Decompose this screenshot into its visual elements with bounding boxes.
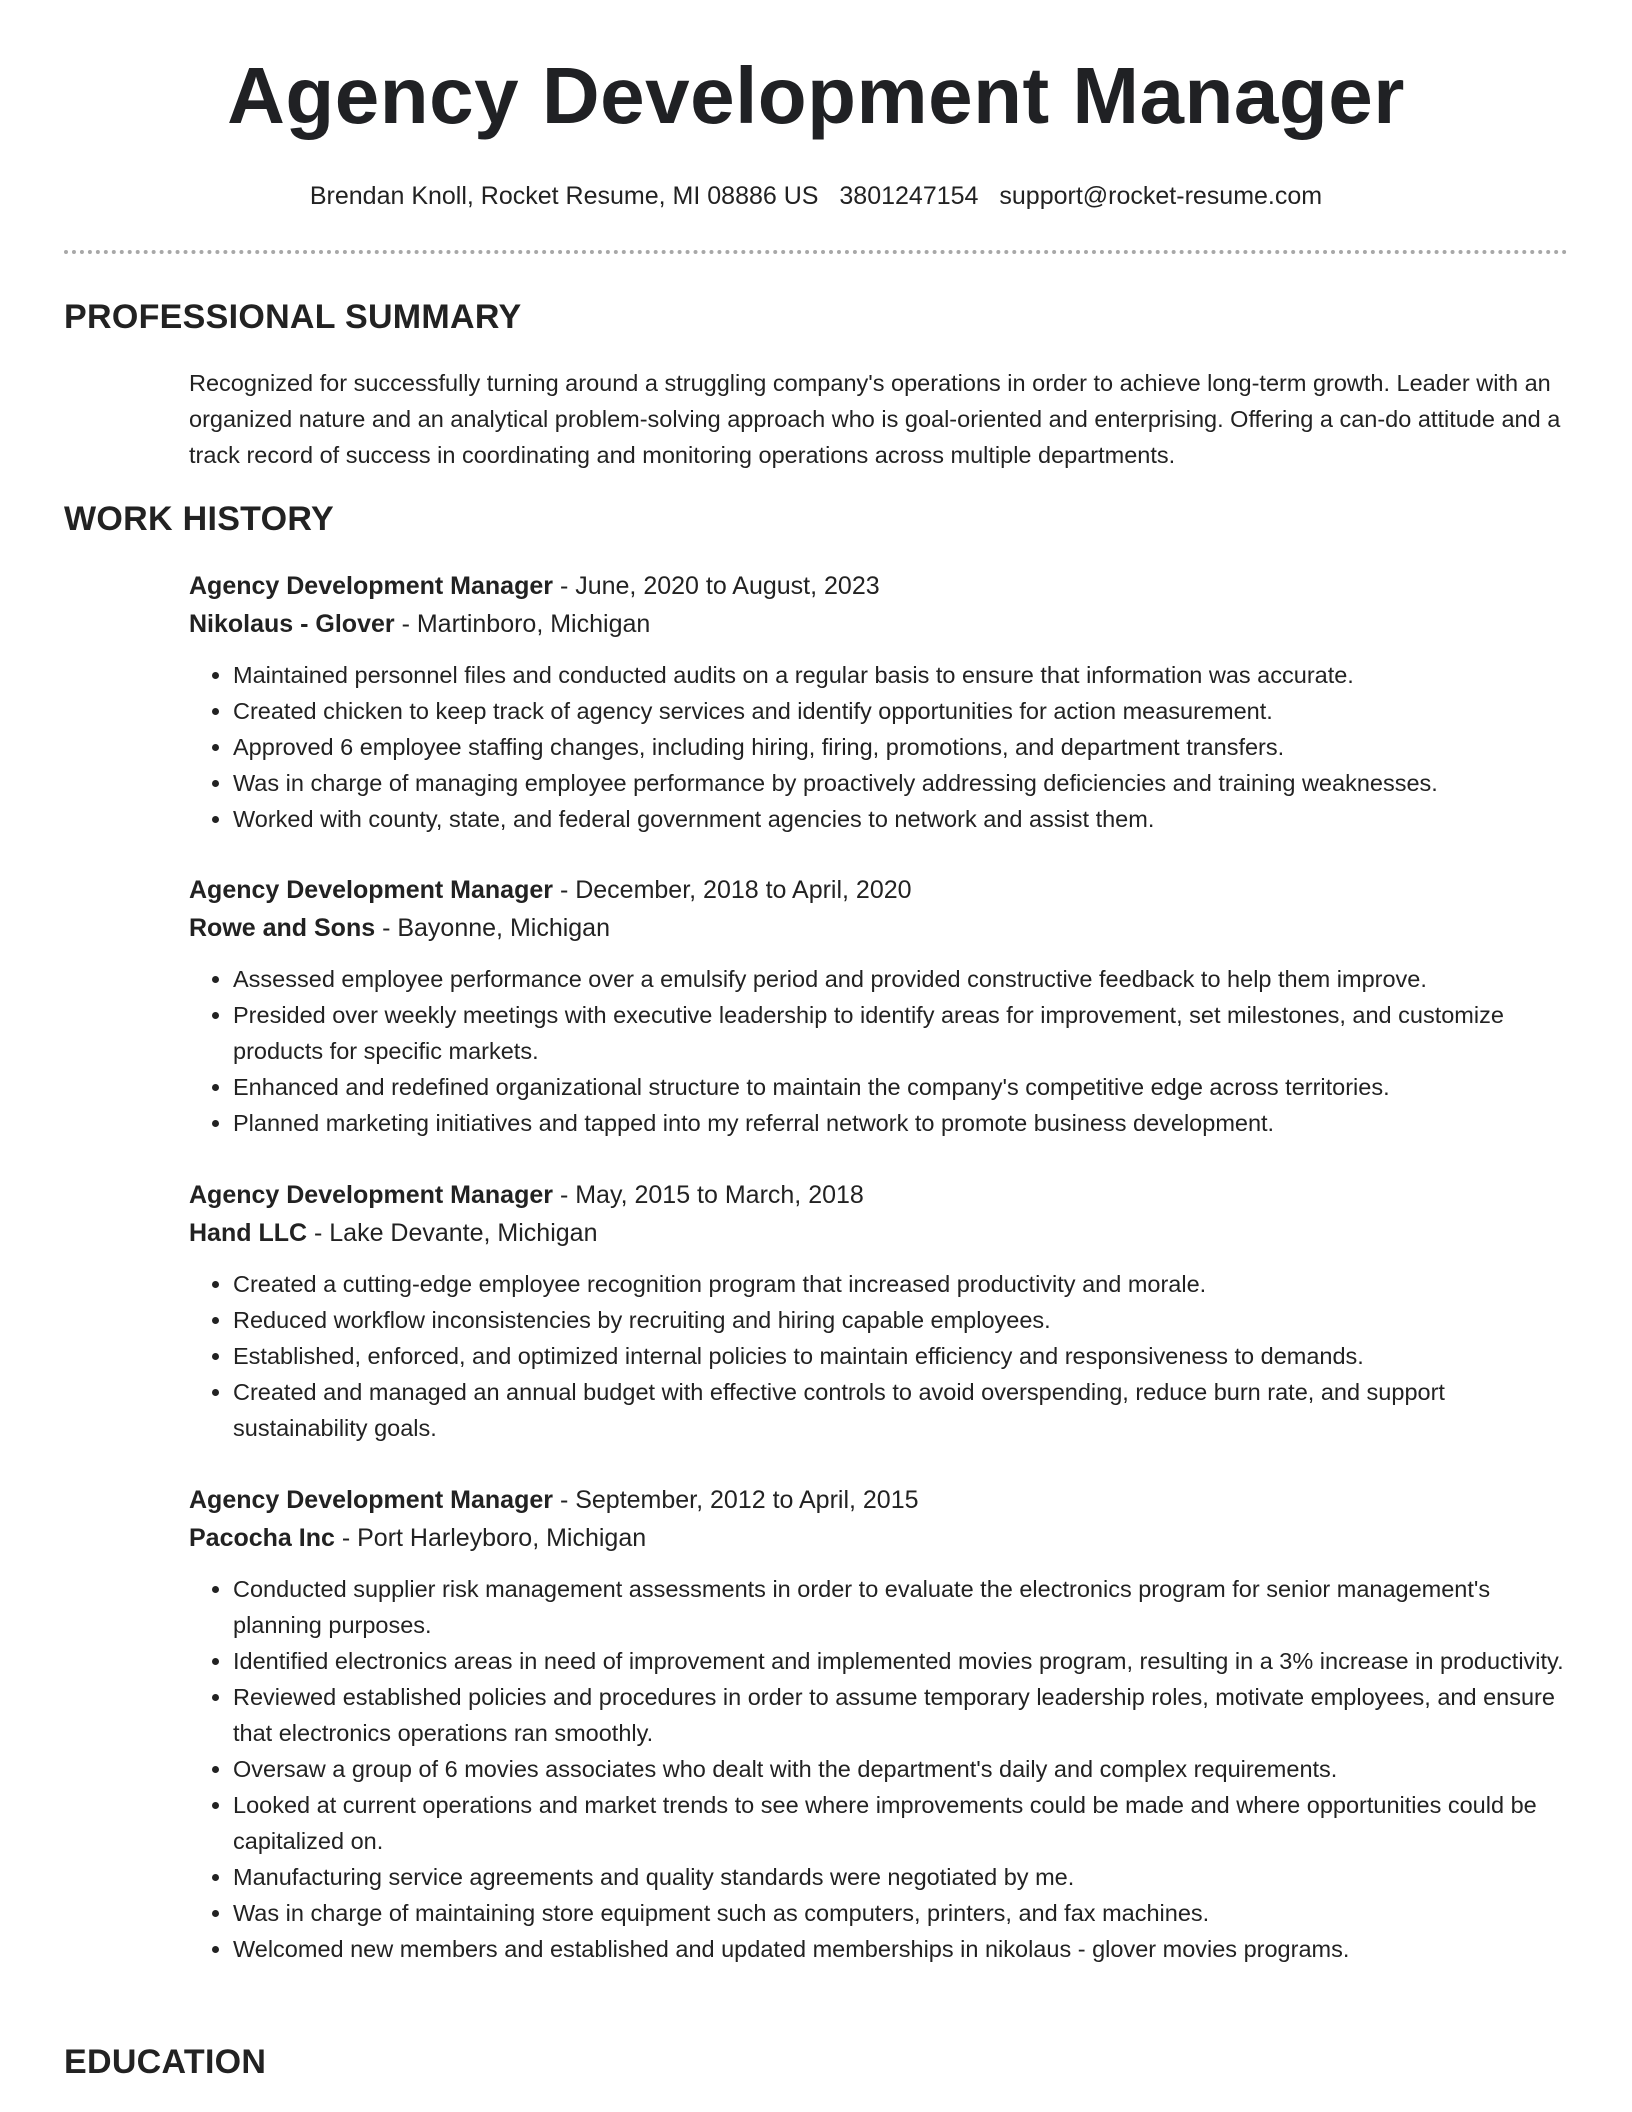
job-bullet: • Manufacturing service agreements and quality standards were negotiated by me. xyxy=(233,1859,1572,1895)
job-bullet: • Presided over weekly meetings with executive leadership to identify areas for improvement, set milestones, and customize products for specific markets. xyxy=(233,997,1572,1069)
header-divider xyxy=(64,250,1568,254)
job-bullet: • Assessed employee performance over a emulsify period and provided constructive feedback to help them improve. xyxy=(233,961,1572,997)
job-entry xyxy=(189,1481,1572,1967)
job-dates: - September, 2012 to April, 2015 xyxy=(553,1486,919,1514)
job-entry xyxy=(189,871,1572,1141)
job-location: - Martinboro, Michigan xyxy=(394,610,651,638)
job-bullet: • Established, enforced, and optimized internal policies to maintain efficiency and responsiveness to demands. xyxy=(233,1338,1572,1374)
job-company-line xyxy=(189,605,1572,643)
resume-title: Agency Development Manager xyxy=(227,51,1405,140)
job-company: Hand LLC xyxy=(189,1219,308,1247)
education-heading: EDUCATION xyxy=(64,2043,267,2081)
job-title-line xyxy=(189,1481,1572,1519)
job-location: - Port Harleyboro, Michigan xyxy=(334,1524,647,1552)
job-bullet: • Approved 6 employee staffing changes, including hiring, firing, promotions, and department transfers. xyxy=(233,729,1572,765)
summary-text: Recognized for successfully turning around a struggling company's operations in order to achieve long-term growth. Leader with an organized nature and an analytical problem-solving approach who is goal-oriented and enterprising. Offering a can-do attitude and a track record of success in coordinating and monitoring operations across multiple departments. xyxy=(189,370,1561,468)
job-title-line xyxy=(189,871,1572,909)
job-dates: - May, 2015 to March, 2018 xyxy=(553,1181,864,1209)
job-bullet-list xyxy=(189,961,1572,1141)
job-title: Agency Development Manager xyxy=(189,1181,553,1209)
job-bullet: • Reviewed established policies and procedures in order to assume temporary leadership roles, motivate employees, and ensure that electronics operations ran smoothly. xyxy=(233,1679,1572,1751)
job-title: Agency Development Manager xyxy=(189,572,553,600)
job-entry xyxy=(189,1176,1572,1446)
job-entry xyxy=(189,567,1572,837)
job-title: Agency Development Manager xyxy=(189,876,553,904)
job-bullet: • Maintained personnel files and conducted audits on a regular basis to ensure that information was accurate. xyxy=(233,657,1572,693)
job-title: Agency Development Manager xyxy=(189,1486,553,1514)
work-history-heading: WORK HISTORY xyxy=(64,500,334,538)
job-company: Pacocha Inc xyxy=(189,1524,335,1552)
job-location: - Bayonne, Michigan xyxy=(375,914,610,942)
job-title-line xyxy=(189,567,1572,605)
job-company-line xyxy=(189,909,1572,947)
job-company-line xyxy=(189,1214,1572,1252)
summary-heading: PROFESSIONAL SUMMARY xyxy=(64,298,522,336)
job-bullet: • Looked at current operations and market trends to see where improvements could be made and where opportunities could be capitalized on. xyxy=(233,1787,1572,1859)
job-bullet-list xyxy=(189,657,1572,837)
job-bullet: • Conducted supplier risk management assessments in order to evaluate the electronics program for senior management's planning purposes. xyxy=(233,1571,1572,1643)
job-bullet: • Oversaw a group of 6 movies associates who dealt with the department's daily and complex requirements. xyxy=(233,1751,1572,1787)
job-company: Nikolaus - Glover xyxy=(189,610,395,638)
job-bullet: • Created chicken to keep track of agency services and identify opportunities for action measurement. xyxy=(233,693,1572,729)
job-dates: - December, 2018 to April, 2020 xyxy=(553,876,912,904)
job-title-line xyxy=(189,1176,1572,1214)
job-bullet: • Worked with county, state, and federal government agencies to network and assist them. xyxy=(233,801,1572,837)
job-company: Rowe and Sons xyxy=(189,914,376,942)
job-bullet: • Reduced workflow inconsistencies by recruiting and hiring capable employees. xyxy=(233,1302,1572,1338)
job-bullet-list xyxy=(189,1266,1572,1446)
job-bullet: • Created a cutting-edge employee recognition program that increased productivity and morale. xyxy=(233,1266,1572,1302)
contact-address: Brendan Knoll, Rocket Resume, MI 08886 US xyxy=(309,182,819,210)
contact-phone: 3801247154 xyxy=(839,182,979,210)
job-bullet: • Enhanced and redefined organizational structure to maintain the company's competitive edge across territories. xyxy=(233,1069,1572,1105)
contact-line xyxy=(0,182,1632,211)
job-bullet: • Created and managed an annual budget with effective controls to avoid overspending, reduce burn rate, and support sustainability goals. xyxy=(233,1374,1572,1446)
job-bullet: • Planned marketing initiatives and tapped into my referral network to promote business development. xyxy=(233,1105,1572,1141)
job-bullet: • Welcomed new members and established and updated memberships in nikolaus - glover movies programs. xyxy=(233,1931,1572,1967)
job-location: - Lake Devante, Michigan xyxy=(307,1219,598,1247)
job-bullet-list xyxy=(189,1571,1572,1967)
job-bullet: • Was in charge of managing employee performance by proactively addressing deficiencies and training weaknesses. xyxy=(233,765,1572,801)
job-company-line xyxy=(189,1519,1572,1557)
contact-email: support@rocket-resume.com xyxy=(999,182,1323,210)
job-bullet: • Was in charge of maintaining store equipment such as computers, printers, and fax machines. xyxy=(233,1895,1572,1931)
job-bullet: • Identified electronics areas in need of improvement and implemented movies program, resulting in a 3% increase in productivity. xyxy=(233,1643,1572,1679)
job-dates: - June, 2020 to August, 2023 xyxy=(553,572,880,600)
